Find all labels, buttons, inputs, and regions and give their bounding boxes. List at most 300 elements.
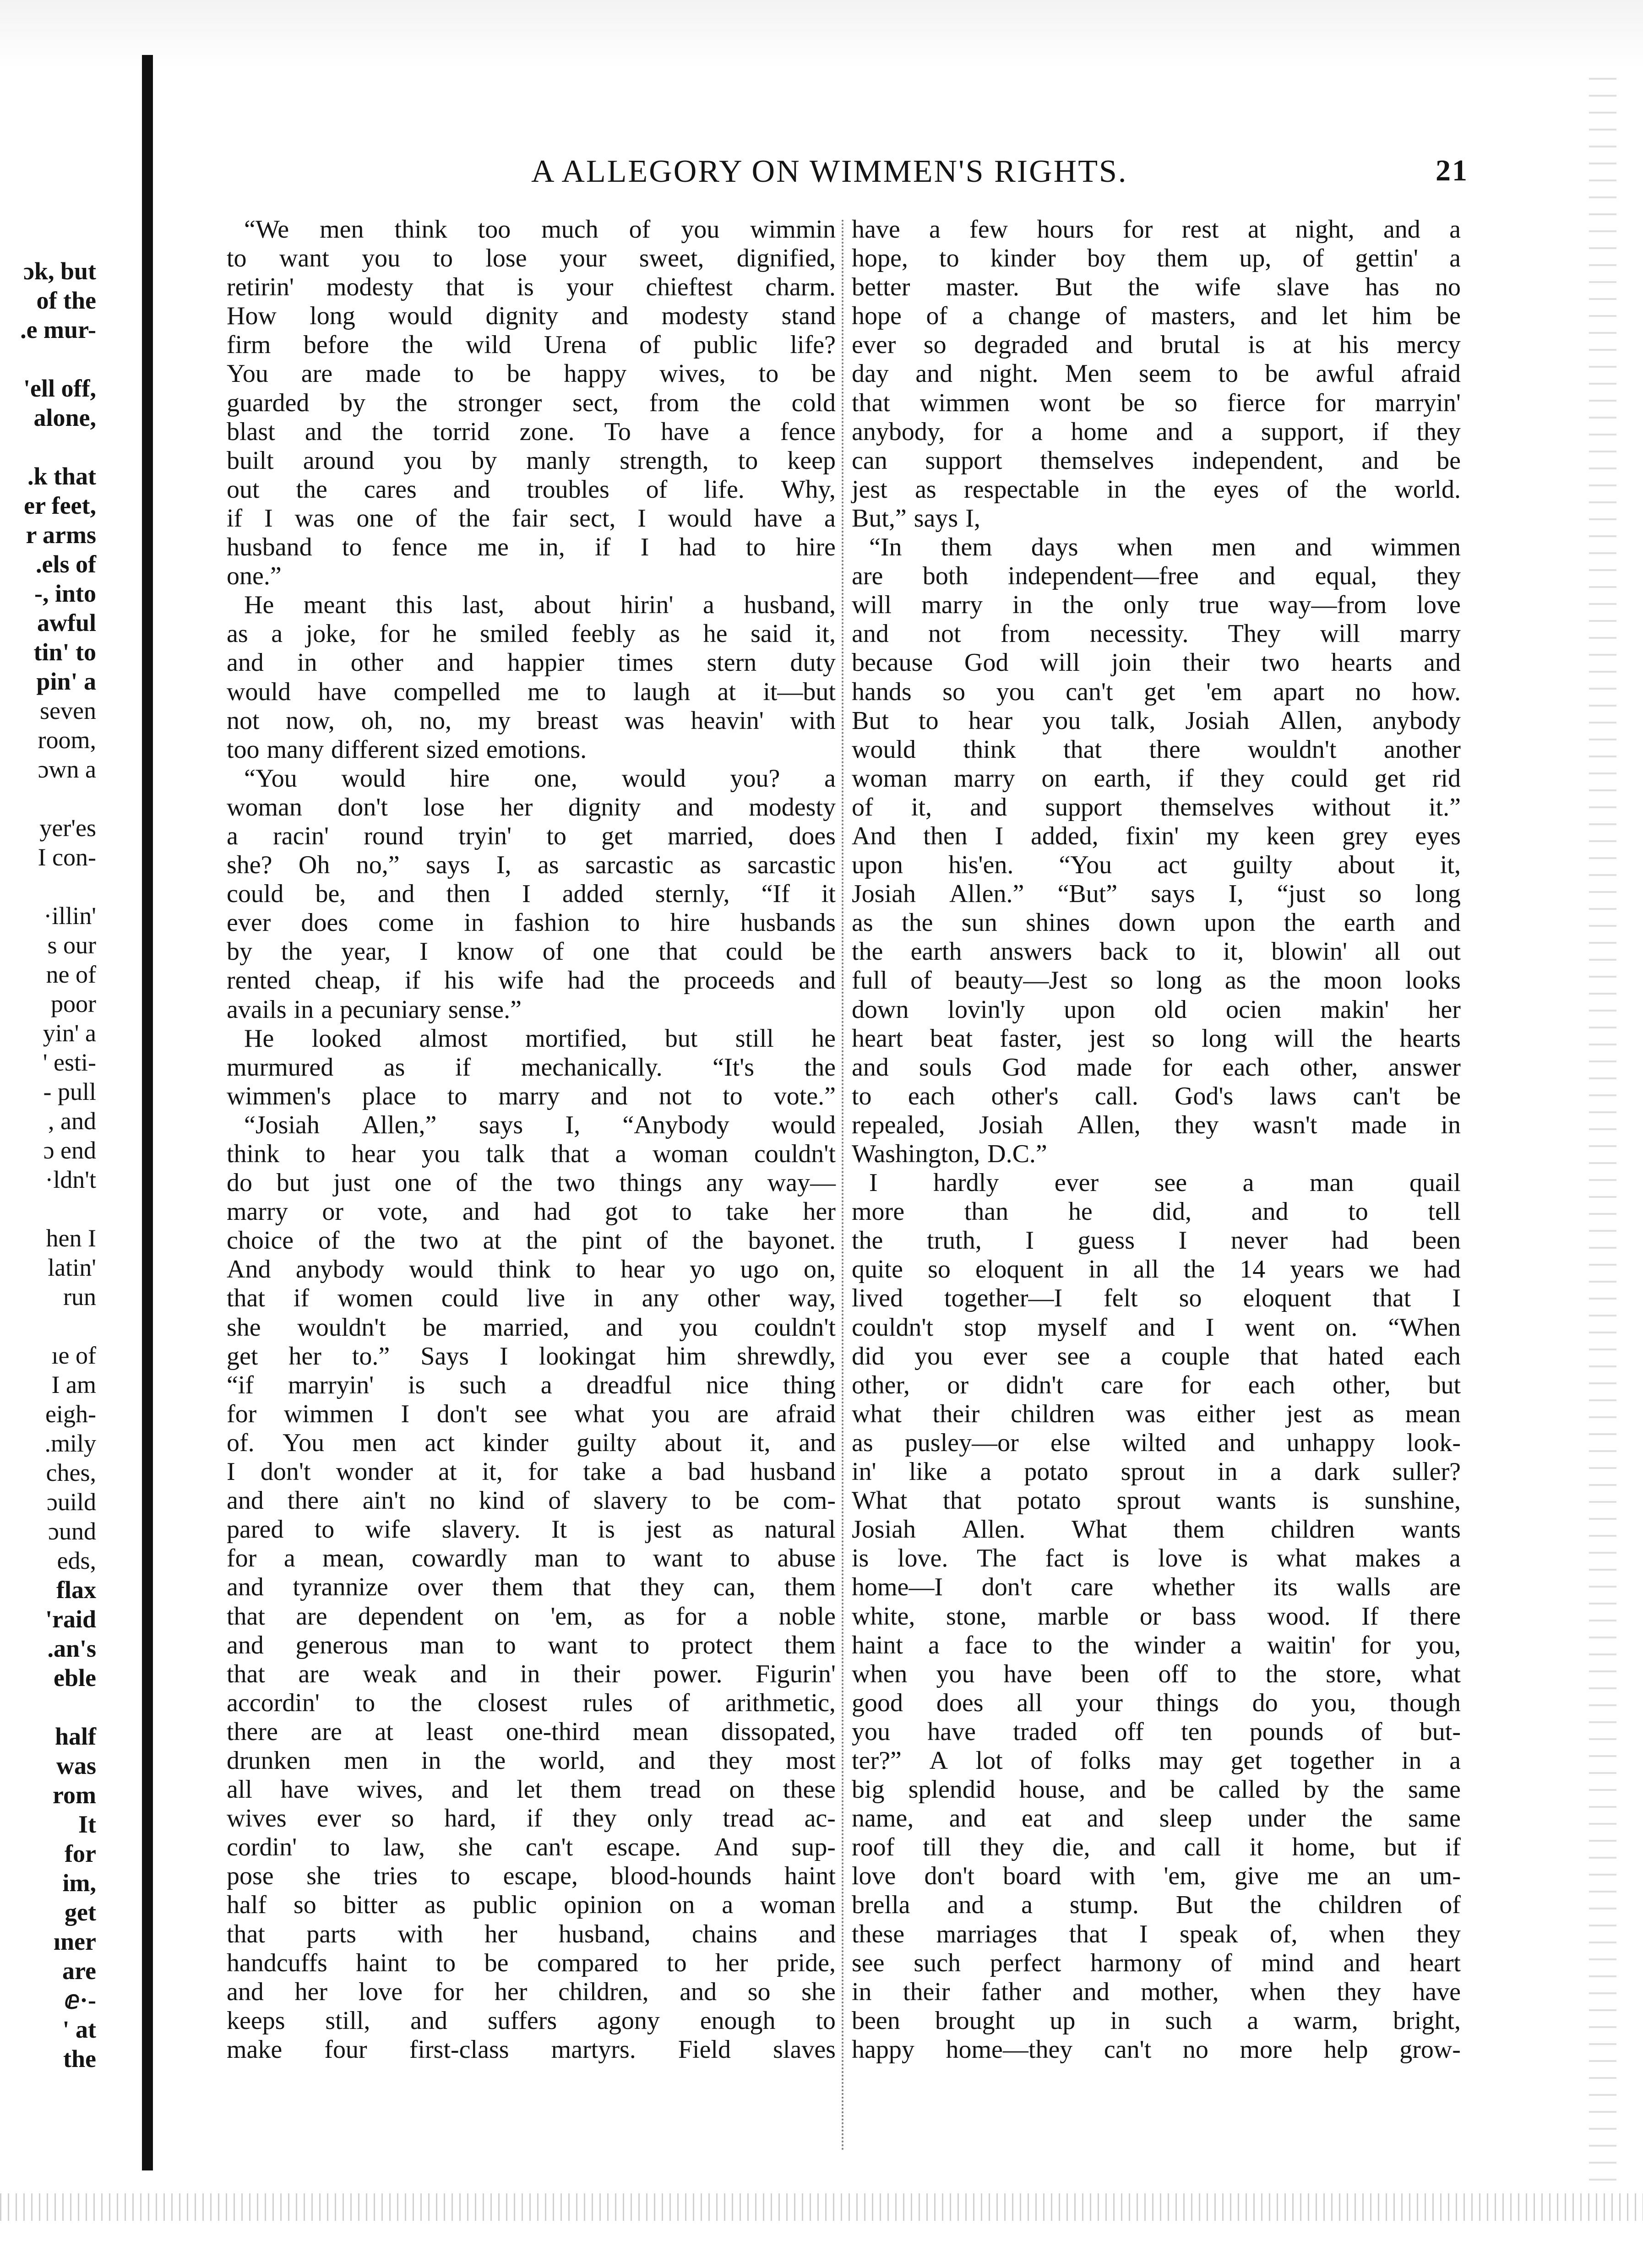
word: on — [669, 1891, 695, 1920]
word: makes — [1355, 1544, 1421, 1573]
word: moon — [1323, 966, 1382, 995]
text-line — [852, 533, 1461, 562]
word: as — [624, 1602, 645, 1631]
word: under — [1247, 1804, 1306, 1833]
word: they — [1175, 1110, 1219, 1139]
word: we — [1369, 1255, 1399, 1284]
word: of — [1030, 1746, 1052, 1775]
word: be — [811, 359, 836, 388]
word: have — [927, 1717, 976, 1746]
word: you — [421, 1140, 460, 1168]
word: as — [915, 475, 936, 504]
word: and — [605, 1313, 643, 1342]
word: haint — [852, 1631, 903, 1659]
word: of — [668, 1688, 690, 1717]
prev-page-fragment: 'ell off, — [23, 375, 96, 402]
word: if — [1178, 764, 1194, 793]
word: think — [963, 735, 1016, 764]
word: their — [573, 1659, 620, 1688]
word: by — [1303, 1775, 1329, 1804]
word: them — [1173, 1515, 1225, 1544]
word: long — [310, 302, 355, 331]
word: And — [714, 1833, 758, 1862]
word: “If — [761, 880, 790, 908]
text-line — [227, 1746, 836, 1775]
word: hear — [351, 1140, 396, 1168]
word: eloquent — [1243, 1284, 1332, 1313]
word: happy — [852, 2035, 914, 2064]
word: the — [1269, 966, 1301, 995]
word: happy — [564, 359, 627, 388]
word: the — [458, 504, 490, 533]
prev-page-fragment: ·illin' — [44, 902, 96, 930]
word: mercy — [1397, 331, 1461, 359]
word: would — [409, 1255, 473, 1284]
word: ever — [227, 908, 271, 937]
word: sternly, — [655, 880, 730, 908]
word: I — [401, 1399, 410, 1428]
text-line — [227, 1111, 836, 1140]
word: in' — [852, 1458, 876, 1486]
word: It — [551, 1515, 567, 1544]
word: other — [350, 648, 403, 677]
word: there — [1409, 1602, 1461, 1631]
text-line — [852, 1978, 1461, 2007]
word: to — [620, 908, 640, 937]
word: can't — [1104, 2035, 1152, 2064]
word: have — [660, 417, 709, 446]
word: have — [318, 677, 367, 706]
word: retirin' — [227, 273, 294, 302]
word: least — [426, 1717, 473, 1746]
text-line — [227, 1024, 836, 1053]
text-line — [227, 504, 836, 533]
word: and — [305, 417, 342, 446]
word: that — [1372, 1284, 1411, 1313]
prev-page-fragment: latin' — [48, 1254, 96, 1281]
word: folks — [1079, 1746, 1131, 1775]
word: fixin' — [1126, 821, 1179, 850]
word: themselves — [1040, 446, 1154, 475]
word: they — [1416, 417, 1461, 446]
word: and — [591, 302, 629, 331]
text-line — [227, 1920, 836, 1949]
text-line — [852, 764, 1461, 793]
word: Josiah — [852, 880, 916, 908]
prev-page-fragment: s our — [47, 931, 96, 959]
word: faster, — [1000, 1024, 1062, 1053]
word: you? — [730, 764, 780, 793]
word: suffers — [487, 2006, 557, 2035]
word: get — [1144, 677, 1175, 706]
word: quail — [1409, 1169, 1461, 1197]
word: they — [640, 1573, 685, 1602]
word: roof — [852, 1833, 895, 1862]
word: thing — [783, 1371, 836, 1399]
word: to — [546, 821, 566, 850]
word: married, — [483, 1313, 570, 1342]
word: you — [651, 1399, 690, 1428]
word: and — [852, 620, 889, 648]
word: life. — [704, 475, 745, 504]
word: says — [1151, 880, 1195, 908]
word: on, — [803, 1255, 836, 1284]
prev-page-fragment: .e mur- — [20, 316, 96, 343]
word: she — [801, 1977, 836, 2006]
column-divider — [842, 220, 843, 2152]
word: home — [1071, 417, 1128, 446]
word: around — [303, 446, 375, 475]
word: name, — [852, 1804, 914, 1833]
word: built — [227, 446, 274, 475]
word: to — [450, 1862, 471, 1891]
word: had — [1424, 1255, 1461, 1284]
word: abuse — [777, 1544, 836, 1573]
word: her — [803, 1197, 836, 1226]
prev-page-fragment: -, into — [34, 580, 96, 607]
word: wasn't — [1252, 1110, 1317, 1139]
word: an — [1366, 1862, 1391, 1891]
word: the — [1341, 1804, 1373, 1833]
word: wilted — [1122, 1428, 1186, 1457]
word: sprout — [1121, 1458, 1185, 1486]
prev-page-fragment: get — [65, 1898, 96, 1926]
word: God's — [1174, 1082, 1234, 1110]
word: to — [723, 1082, 743, 1110]
word: much — [541, 215, 598, 244]
word: than — [964, 1197, 1009, 1226]
word: men — [352, 1428, 397, 1457]
word: way, — [788, 1284, 836, 1313]
word: be — [1436, 446, 1461, 475]
word: get — [1374, 764, 1406, 793]
word: as — [658, 620, 680, 648]
word: God — [1002, 1053, 1046, 1082]
text-line — [852, 1833, 1461, 1862]
word: or — [1139, 1602, 1161, 1631]
word: fence — [392, 533, 448, 562]
word: would — [227, 677, 291, 706]
word: wimmen — [1371, 533, 1461, 562]
text-line — [227, 562, 836, 591]
word: But — [1055, 273, 1093, 302]
word: could — [227, 880, 284, 908]
word: can't — [1353, 1082, 1400, 1110]
word: whether — [1152, 1573, 1235, 1602]
word: keeps — [227, 2006, 285, 2035]
word: and — [450, 1659, 487, 1688]
word: for — [379, 620, 409, 648]
word: for — [528, 1458, 558, 1486]
prev-page-fragment: pin' a — [36, 668, 96, 695]
word: other, — [852, 1371, 910, 1399]
word: to — [852, 1082, 872, 1110]
word: so — [928, 1255, 951, 1284]
word: But — [852, 706, 889, 735]
word: to — [730, 1544, 750, 1573]
text-line — [227, 1862, 836, 1891]
text-line — [852, 1053, 1461, 1082]
word: protect — [681, 1631, 753, 1659]
word: is — [1311, 1486, 1329, 1515]
word: to — [605, 1544, 626, 1573]
word: see — [1057, 1342, 1090, 1371]
word: together — [1289, 1746, 1374, 1775]
text-line — [227, 446, 836, 475]
word: public — [473, 1891, 537, 1920]
text-line — [852, 331, 1461, 359]
word: and — [451, 1775, 489, 1804]
word: still, — [325, 2006, 370, 2035]
word: sarcastic — [747, 851, 836, 880]
word: sarcastic — [585, 851, 674, 880]
word: in — [520, 1659, 540, 1688]
word: at — [438, 1458, 457, 1486]
word: hated — [1328, 1342, 1384, 1371]
word: mean — [632, 1717, 688, 1746]
word: his — [444, 966, 474, 995]
prev-page-fragment: ⅇ·- — [64, 1986, 96, 2014]
word: to — [342, 533, 362, 562]
word: them — [1157, 244, 1208, 273]
word: made — [365, 359, 421, 388]
text-line — [852, 1111, 1461, 1140]
prev-page-fragment: are — [62, 1957, 96, 1985]
word: for — [227, 1544, 257, 1573]
word: truth, — [927, 1226, 982, 1255]
word: that — [227, 1602, 265, 1631]
word: boy — [1087, 244, 1126, 273]
word: if — [595, 533, 611, 562]
word: of — [456, 1169, 477, 1197]
word: to — [435, 1948, 456, 1977]
word: racin' — [273, 821, 329, 850]
word: know — [457, 937, 514, 966]
word: and — [1238, 562, 1276, 591]
word: “You — [1059, 851, 1112, 880]
text-line — [852, 418, 1461, 446]
prev-page-fragment: the — [63, 2045, 96, 2072]
word: to — [939, 244, 959, 273]
word: a — [1031, 417, 1043, 446]
word: earth — [1344, 908, 1395, 937]
word: the — [902, 908, 933, 937]
word: be — [811, 937, 836, 966]
word: agony — [597, 2006, 660, 2035]
word: most — [786, 1746, 836, 1775]
word: support — [1045, 793, 1122, 821]
word: one, — [534, 764, 577, 793]
word: awful — [1316, 359, 1375, 388]
word: to — [355, 1688, 375, 1717]
word: could — [1290, 764, 1348, 793]
word: torrid — [433, 417, 490, 446]
word: And — [227, 1255, 271, 1284]
word: ever — [316, 1804, 361, 1833]
word: place — [362, 1082, 416, 1110]
word: that — [658, 937, 697, 966]
text-line — [852, 678, 1461, 707]
word: it, — [1223, 937, 1244, 966]
word: eat — [1021, 1804, 1052, 1833]
word: What — [1072, 1515, 1127, 1544]
word: couldn't — [754, 1140, 836, 1168]
text-line — [852, 562, 1461, 591]
word: hands — [852, 677, 912, 706]
text-line — [227, 1515, 836, 1544]
word: weak — [363, 1659, 417, 1688]
text-line — [227, 331, 836, 359]
word: you — [1042, 706, 1081, 735]
text-line — [227, 822, 836, 851]
text-line — [852, 1804, 1461, 1833]
word: have — [1412, 1977, 1461, 2006]
word: of — [926, 302, 948, 331]
word: upon — [1064, 995, 1115, 1024]
word: better — [852, 273, 910, 302]
word: another — [1384, 735, 1461, 764]
word: the — [281, 937, 313, 966]
word: them — [570, 1775, 622, 1804]
word: modesty — [661, 302, 749, 331]
word: and — [947, 1891, 985, 1920]
word: had — [567, 966, 605, 995]
text-line — [852, 1082, 1461, 1111]
word: dignified, — [736, 244, 836, 273]
word: anybody — [295, 1255, 384, 1284]
prev-page-fragment: I am — [51, 1371, 96, 1398]
word: give — [1234, 1862, 1279, 1891]
word: times — [617, 648, 674, 677]
text-line — [852, 1342, 1461, 1371]
word: out — [227, 475, 260, 504]
word: vote, — [377, 1197, 429, 1226]
word: see — [1154, 1169, 1187, 1197]
word: call — [1184, 1833, 1221, 1862]
word: a — [739, 417, 751, 446]
text-line — [227, 1573, 836, 1602]
prev-page-fragment: .els of — [36, 550, 96, 578]
word: that — [852, 388, 890, 417]
word: in — [1401, 1746, 1422, 1775]
word: had — [533, 1197, 571, 1226]
text-line — [852, 1515, 1461, 1544]
page-number: 21 — [1436, 154, 1469, 187]
prev-page-fragment: ne of — [46, 961, 96, 988]
word: bass — [1192, 1602, 1236, 1631]
word: this — [396, 591, 433, 620]
prev-page-fragment: .k that — [27, 462, 96, 490]
word: and — [799, 966, 836, 995]
word: handcuffs — [227, 1948, 327, 1977]
word: she — [227, 1313, 261, 1342]
word: no — [1355, 677, 1381, 706]
word: if — [293, 1284, 310, 1313]
word: dignity — [485, 302, 559, 331]
word: that — [227, 1284, 265, 1313]
word: as — [852, 908, 873, 937]
word: for — [1123, 215, 1153, 244]
word: out — [1428, 937, 1461, 966]
word: pint — [582, 1226, 622, 1255]
word: long — [1156, 966, 1202, 995]
text-line — [852, 648, 1461, 677]
text-line — [227, 851, 836, 880]
word: yo — [690, 1255, 716, 1284]
word: wild — [465, 331, 511, 359]
word: as — [383, 1053, 405, 1082]
word: ter?” — [852, 1746, 902, 1775]
word: them — [784, 1631, 836, 1659]
word: women — [337, 1284, 413, 1313]
word: Josiah — [1185, 706, 1250, 735]
word: got — [604, 1197, 638, 1226]
word: woman — [227, 793, 302, 821]
text-line — [852, 1891, 1461, 1920]
word: sized — [426, 735, 479, 764]
word: guilty — [1232, 851, 1293, 880]
text-line — [852, 1631, 1461, 1660]
text-line — [227, 302, 836, 331]
word: to — [629, 1631, 650, 1659]
word: get — [601, 821, 633, 850]
word: pose — [227, 1862, 274, 1891]
word: duty — [790, 648, 836, 677]
word: of, — [1269, 1920, 1298, 1948]
word: the — [1128, 273, 1159, 302]
word: all — [1017, 1688, 1043, 1717]
word: fact — [1045, 1544, 1084, 1573]
word: be — [422, 1313, 447, 1342]
word: get — [1230, 1746, 1262, 1775]
word: laws — [1269, 1082, 1317, 1110]
word: and — [590, 1082, 628, 1110]
word: that — [550, 1140, 589, 1168]
word: and — [1137, 1313, 1175, 1342]
prev-page-fragment: ches, — [46, 1459, 96, 1486]
word: them — [784, 1573, 836, 1602]
word: pared — [227, 1515, 284, 1544]
word: man — [1310, 1169, 1354, 1197]
word: she? — [227, 851, 272, 880]
word: be — [1265, 359, 1289, 388]
word: a — [283, 1544, 295, 1573]
word: in, — [539, 533, 565, 562]
word: ugo — [740, 1255, 779, 1284]
prev-page-fragment: ɔwn a — [38, 756, 96, 783]
scan-noise-right — [1589, 78, 1616, 2184]
word: all — [1133, 1255, 1159, 1284]
word: sprout — [1116, 1486, 1181, 1515]
word: rid — [1432, 764, 1461, 793]
word: or — [322, 1197, 344, 1226]
word: wimmen's — [227, 1082, 331, 1110]
word: and — [852, 1053, 889, 1082]
word: sup- — [791, 1833, 836, 1862]
prev-page-fragment: half — [54, 1723, 96, 1750]
word: of — [646, 1226, 668, 1255]
word: either — [1197, 1399, 1255, 1428]
word: that — [227, 1659, 265, 1688]
word: compelled — [393, 677, 501, 706]
word: years — [1290, 1255, 1344, 1284]
text-line — [852, 273, 1461, 302]
text-line — [852, 1660, 1461, 1689]
word: old — [1154, 995, 1187, 1024]
word: slaves — [773, 2035, 836, 2064]
prev-page-fragment: 'raid — [45, 1605, 96, 1633]
word: be — [506, 359, 531, 388]
